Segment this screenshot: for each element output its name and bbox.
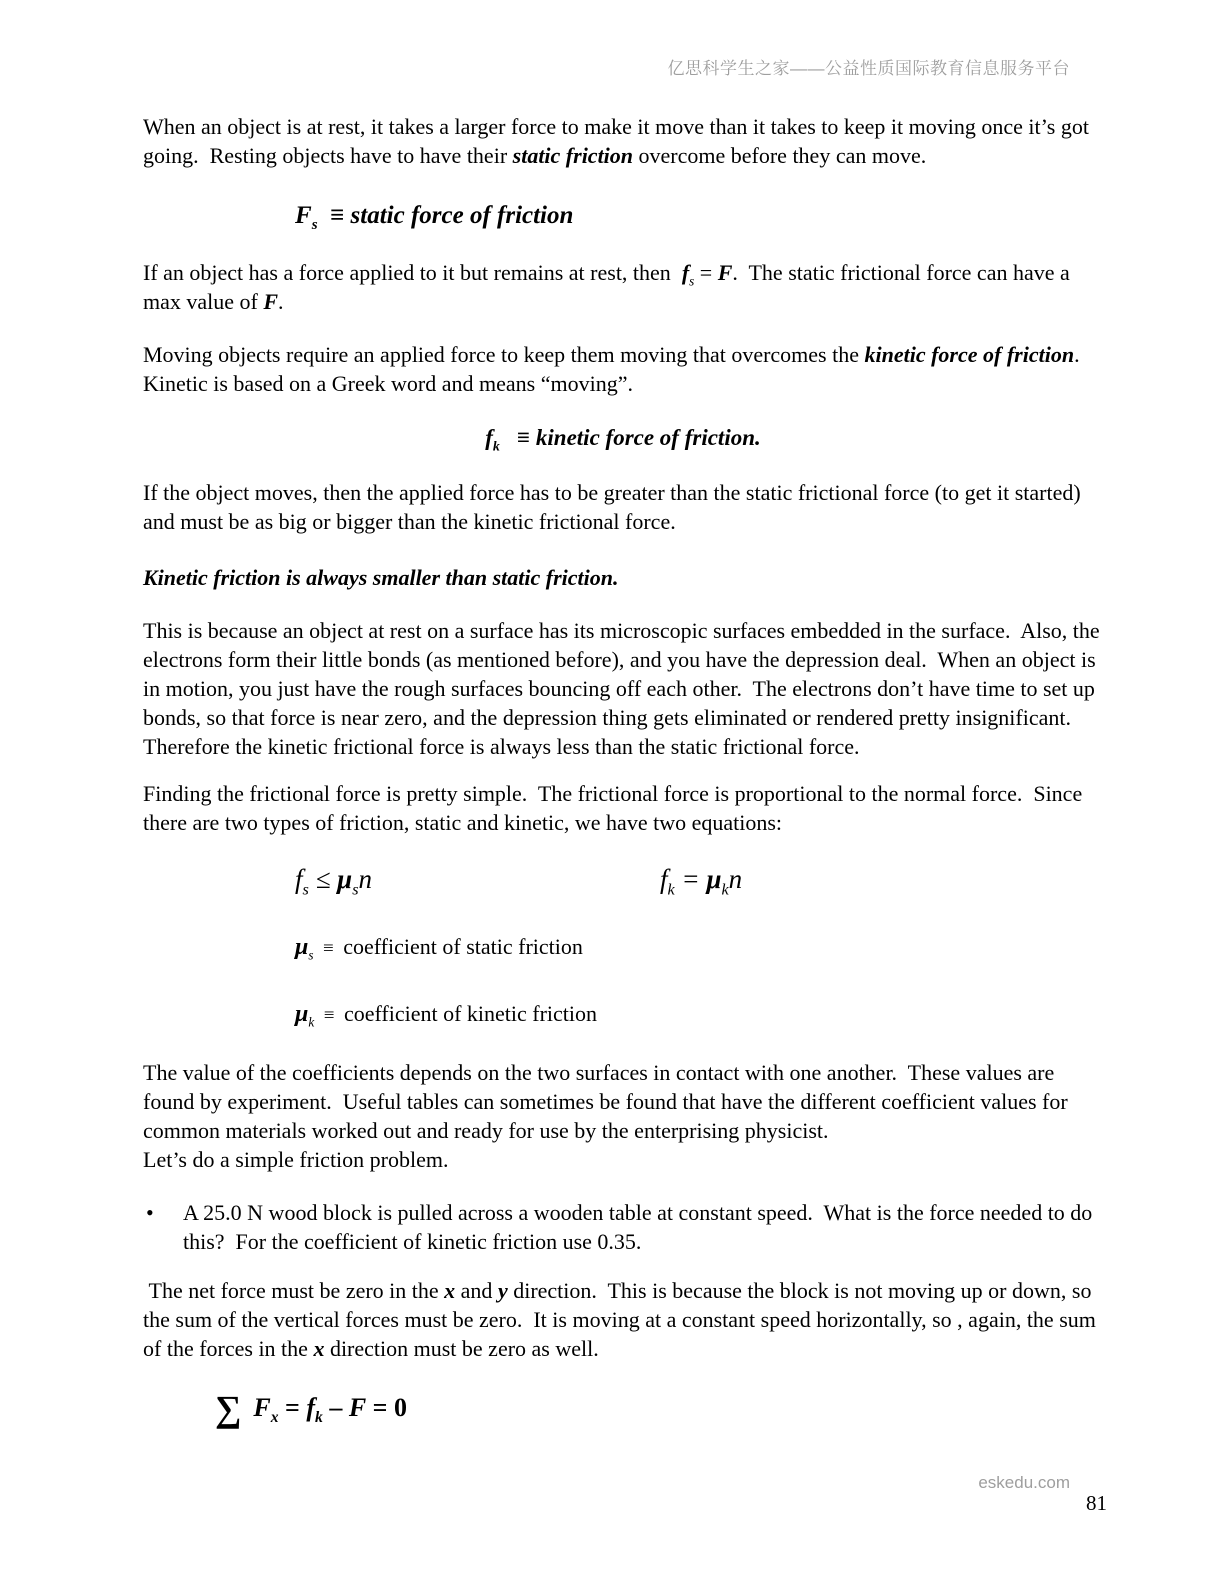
math-symbol-F: F: [263, 289, 279, 314]
site-banner: 亿思科学生之家——公益性质国际教育信息服务平台: [667, 59, 1070, 78]
equiv-symbol: ≡: [313, 938, 344, 959]
equation-static-definition: [143, 200, 1103, 232]
para-intro: [143, 112, 1103, 170]
math-symbol-x: x: [444, 1278, 456, 1303]
text-segment: .: [755, 425, 761, 450]
page-content: [143, 112, 1106, 1430]
math-symbol-F: F: [348, 1393, 367, 1422]
equiv-symbol: ≡: [499, 425, 536, 450]
equation-row: [143, 862, 1103, 899]
para-coefficients: [143, 1058, 1103, 1174]
math-subscript: s: [311, 217, 318, 233]
text-segment: Moving objects require an applied force to keep them moving that overcomes the: [143, 342, 865, 367]
equation-kinetic-definition: [143, 423, 1103, 453]
page-number: 81: [1086, 1491, 1107, 1515]
footer-site-url: eskedu.com: [978, 1473, 1070, 1492]
equals-symbol: =: [278, 1393, 307, 1422]
math-subscript: k: [667, 880, 675, 899]
para-moving-objects: [143, 340, 1103, 398]
text-segment: overcome before they can move.: [633, 143, 927, 168]
math-symbol-fs: f: [681, 260, 690, 285]
math-subscript: s: [302, 880, 309, 899]
equiv-symbol: ≡: [317, 202, 351, 229]
math-symbol-mu: μ: [706, 864, 722, 894]
math-subscript: x: [270, 1409, 279, 1427]
equation-kinetic-equality: [660, 864, 743, 899]
equals-symbol: =: [694, 260, 718, 285]
heading-kinetic-smaller: Kinetic friction is always smaller than static friction.: [143, 565, 619, 590]
math-symbol-mu: μ: [295, 1001, 309, 1027]
equals-symbol: =: [674, 864, 707, 894]
equation-static-inequality: [295, 862, 660, 899]
text-segment: Let’s do a simple friction problem.: [143, 1147, 449, 1172]
text-segment: . The static frictional force can have a max value of: [143, 260, 1076, 314]
math-symbol-x: x: [313, 1336, 325, 1361]
definition-label: coefficient of static friction: [343, 934, 583, 959]
sigma-symbol: ∑: [215, 1389, 242, 1430]
definition-mu-s: [143, 932, 1103, 964]
math-symbol-F: F: [253, 1393, 271, 1422]
bullet-item: [143, 1198, 1103, 1256]
math-subscript: k: [308, 1014, 315, 1030]
text-segment: and: [455, 1278, 498, 1303]
text-segment: direction must be zero as well.: [324, 1336, 599, 1361]
leq-symbol: ≤: [308, 864, 338, 894]
math-symbol-mu: μ: [295, 934, 309, 960]
math-symbol-F: F: [295, 202, 312, 229]
text-segment: direction. This is because the block is not moving up or down, so the sum of the vertical forces must be zero. It is moving at a constant speed horizontally, so , again, the sum of the forces in the: [143, 1278, 1102, 1361]
math-symbol-n: n: [358, 864, 372, 894]
math-symbol-f: f: [485, 425, 493, 450]
minus-symbol: –: [322, 1393, 349, 1422]
para-finding: Finding the frictional force is pretty simple. The frictional force is proportional to the normal force. Since there are two types of friction, static and kinetic, we have two equations:: [143, 781, 1088, 835]
bullet-marker: •: [146, 1200, 154, 1225]
math-symbol-f: f: [306, 1393, 316, 1422]
text-segment: When an object is at rest, it takes a larger force to make it move than it takes to keep it moving once it’s got going. Resting objects have to have their: [143, 114, 1095, 168]
equals-symbol: =: [366, 1393, 394, 1422]
para-net-force: [143, 1276, 1103, 1363]
para-object-moves: If the object moves, then the applied force has to be greater than the static frictional force (to get it started) and must be as big or bigger than the kinetic frictional force.: [143, 480, 1087, 534]
para-microscopic: This is because an object at rest on a surface has its microscopic surfaces embedded in the surface. Also, the electrons form their little bonds (as mentioned before), and you have the depression deal. When an object is in motion, you just have the rough surfaces bouncing off each other. The electrons don’t have time to set up bonds, so that force is near zero, and the depression thing gets eliminated or rendered pretty insignificant. Therefore the kinetic frictional force is always less than the static frictional force.: [143, 618, 1106, 759]
definition-label: coefficient of kinetic friction: [343, 1001, 598, 1026]
text-segment: If an object has a force applied to it but remains at rest, then: [143, 260, 682, 285]
math-subscript: s: [689, 273, 695, 289]
math-subscript: k: [315, 1409, 323, 1427]
equation-sum-forces: [143, 1388, 1103, 1430]
math-subscript: s: [308, 947, 314, 963]
text-segment: The value of the coefficients depends on the two surfaces in contact with one another. These values are found by experiment. Useful tables can sometimes be found that have the different coefficient values for common materials worked out and ready for use by the enterprising physicist.: [143, 1060, 1074, 1143]
math-symbol-f: f: [295, 864, 303, 894]
equation-label: kinetic force of friction: [535, 425, 756, 450]
text-segment: . Kinetic is based on a Greek word and means “moving”.: [143, 342, 1086, 396]
bullet-text: A 25.0 N wood block is pulled across a wooden table at constant speed. What is the force needed to do this? For the coefficient of kinetic friction use 0.35.: [183, 1200, 1098, 1254]
math-subscript: s: [352, 880, 359, 899]
text-segment: The net force must be zero in the: [143, 1278, 445, 1303]
definition-mu-k: [143, 999, 1103, 1031]
math-symbol-F: F: [717, 260, 733, 285]
math-symbol-f: f: [660, 864, 668, 894]
math-zero: 0: [394, 1393, 407, 1422]
math-symbol-mu: μ: [337, 864, 353, 894]
math-symbol-n: n: [728, 864, 743, 894]
math-subscript: k: [492, 438, 500, 454]
para-applied-force: [143, 258, 1103, 316]
math-symbol-y: y: [497, 1278, 508, 1303]
equiv-symbol: ≡: [314, 1005, 344, 1026]
math-subscript: k: [721, 880, 729, 899]
equation-label: static force of friction: [350, 202, 574, 229]
text-segment: .: [278, 289, 284, 314]
term-static-friction: static friction: [512, 143, 634, 168]
term-kinetic-force-of-friction: kinetic force of friction: [864, 342, 1075, 367]
